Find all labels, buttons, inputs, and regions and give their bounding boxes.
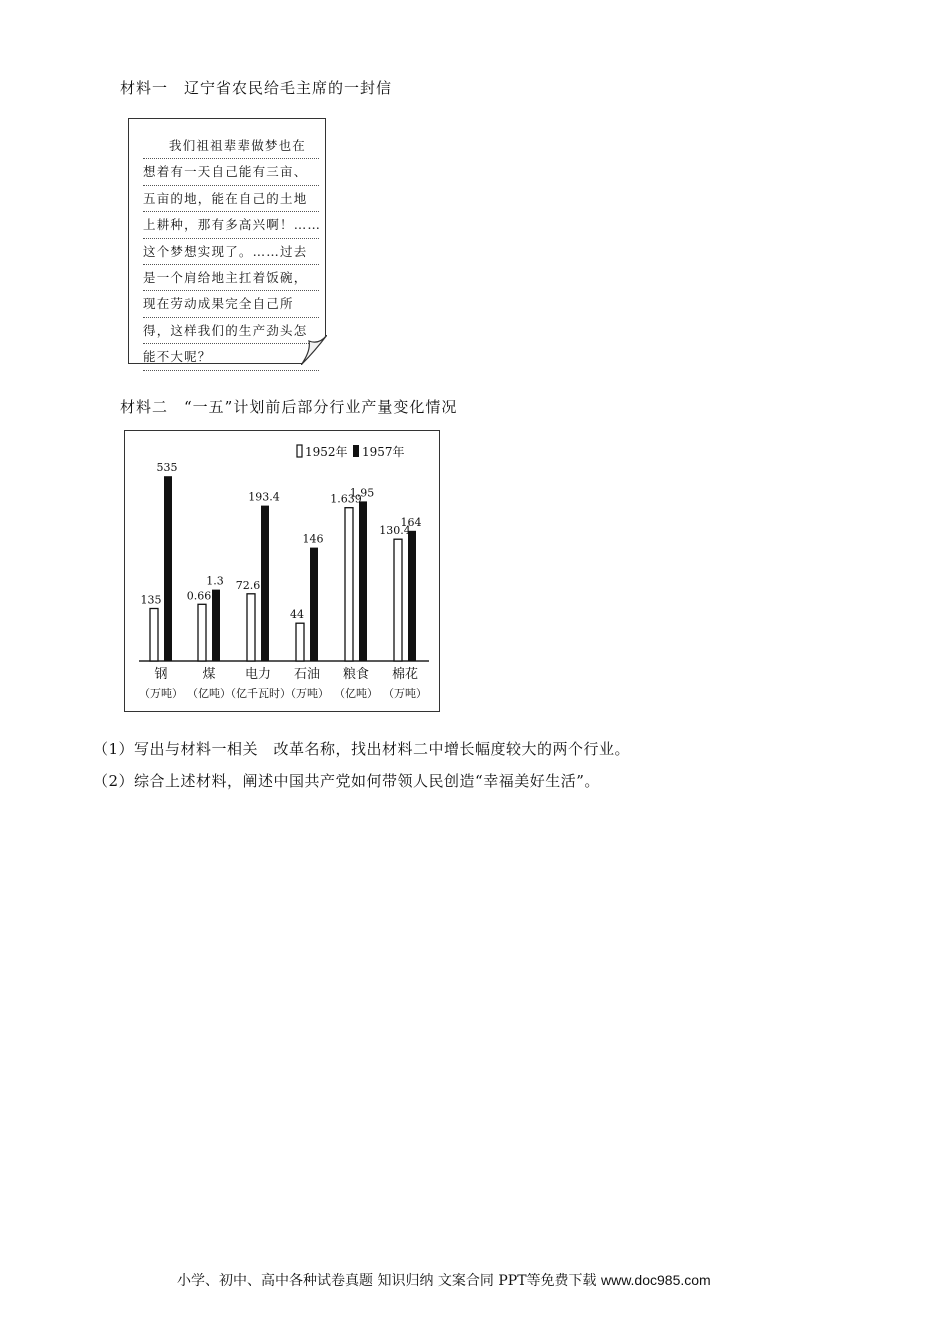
data-label-1952: 1.639 xyxy=(330,492,362,506)
data-label-1952: 130.4 xyxy=(379,524,411,538)
unit-label: （万吨） xyxy=(383,687,427,700)
data-label-1952: 72.6 xyxy=(235,578,261,592)
footer xyxy=(177,1270,711,1290)
bar-1957 xyxy=(310,548,318,661)
unit-label: （亿吨） xyxy=(187,687,231,700)
data-label-1957: 146 xyxy=(302,532,324,546)
material2-title: 材料二 “一五”计划前后部分行业产量变化情况 xyxy=(120,398,458,416)
data-label-1957: 164 xyxy=(400,515,422,529)
bar-1952 xyxy=(247,594,255,661)
production-bar-chart xyxy=(125,431,438,710)
unit-label: （亿吨） xyxy=(334,687,378,700)
letter-line: 能不大呢？ xyxy=(143,344,319,370)
unit-label: （万吨） xyxy=(285,687,329,700)
bar-1957 xyxy=(408,531,416,661)
chart-frame xyxy=(124,430,440,712)
bar-1957 xyxy=(261,506,269,661)
question-1: （1）写出与材料一相关 改革名称，找出材料二中增长幅度较大的两个行业。 xyxy=(93,740,631,758)
category-label: 煤 xyxy=(202,667,216,682)
bar-1957 xyxy=(164,476,172,661)
data-label-1952: 0.66 xyxy=(186,589,212,603)
unit-label: （万吨） xyxy=(139,687,183,700)
legend-swatch-1952 xyxy=(297,445,302,457)
data-label-1952: 135 xyxy=(140,593,162,607)
category-label: 粮食 xyxy=(342,667,370,682)
letter-line: 五亩的地，能在自己的土地 xyxy=(143,186,319,212)
letter-line: 现在劳动成果完全自己所 xyxy=(143,291,319,317)
legend-swatch-1957 xyxy=(353,445,359,457)
letter-line: 是一个肩给地主扛着饭碗， xyxy=(143,265,319,291)
bar-1957 xyxy=(359,501,367,661)
category-label: 电力 xyxy=(244,667,272,682)
footer-text: 小学、初中、高中各种试卷真题 知识归纳 文案合同 PPT等免费下载 xyxy=(177,1273,597,1289)
legend-label-1957: 1957年 xyxy=(362,445,405,459)
letter-image xyxy=(128,118,326,364)
category-label: 钢 xyxy=(154,667,168,682)
bar-1952 xyxy=(296,623,304,661)
data-label-1957: 1.95 xyxy=(349,486,375,500)
bar-1952 xyxy=(198,604,206,661)
category-label: 棉花 xyxy=(391,667,419,682)
legend-label-1952: 1952年 xyxy=(305,445,348,459)
category-label: 石油 xyxy=(293,667,321,682)
unit-label: （亿千瓦时） xyxy=(225,687,291,700)
letter-line: 想着有一天自己能有三亩、 xyxy=(143,159,319,185)
letter-line: 上耕种，那有多高兴啊！…… xyxy=(143,212,319,238)
data-label-1957: 193.4 xyxy=(248,490,280,504)
data-label-1957: 1.3 xyxy=(206,574,224,588)
material1-title: 材料一 辽宁省农民给毛主席的一封信 xyxy=(120,79,393,97)
data-label-1957: 535 xyxy=(156,461,178,475)
letter-line: 我们祖祖辈辈做梦也在 xyxy=(143,133,319,159)
bar-1952 xyxy=(150,609,158,662)
bar-1952 xyxy=(394,539,402,661)
data-label-1952: 44 xyxy=(290,608,304,622)
letter-line: 这个梦想实现了。……过去 xyxy=(143,239,319,265)
bar-1952 xyxy=(345,508,353,661)
letter-text xyxy=(143,133,322,371)
question-2: （2）综合上述材料，阐述中国共产党如何带领人民创造“幸福美好生活”。 xyxy=(93,772,600,790)
page-curl-icon xyxy=(301,335,327,365)
bar-1957 xyxy=(212,590,220,661)
footer-url[interactable]: www.doc985.com xyxy=(600,1272,711,1288)
letter-line: 得，这样我们的生产劲头怎 xyxy=(143,318,319,344)
